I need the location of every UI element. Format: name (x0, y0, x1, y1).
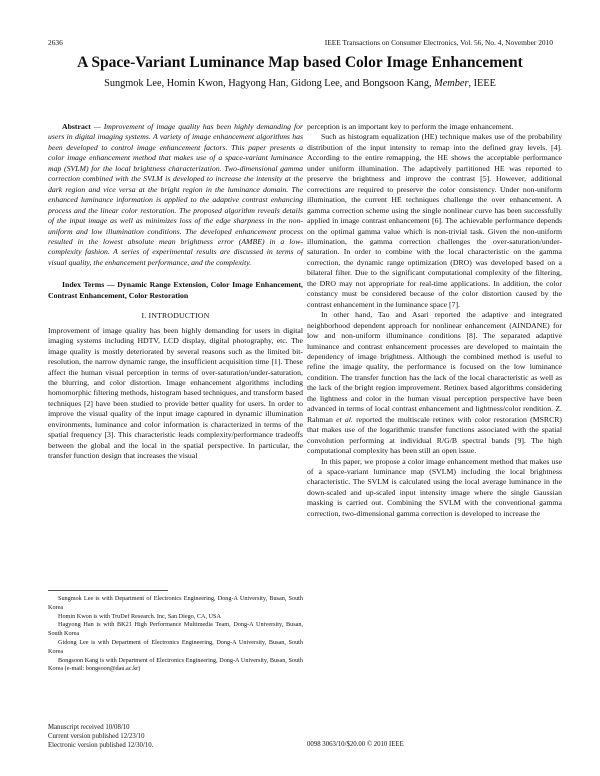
paper-title: A Space-Variant Luminance Map based Color Image Enhancement (77, 54, 523, 71)
right-paragraph-2: Such as histogram equalization (HE) technique makes use of the probability distribution of the input intensity to remap into the defined gray levels. [4]. According to the entire remapping, the HE shows the acceptable performance under uniform illumination. The adaptively partitioned HE was reported to preserve the brightness and improve the contrast [5]. However, additional corrections are required to preserve the color consistency. Under non-uniform illumination, the current HE techniques challenge the over enhancement. A gamma correction scheme using the single nonlinear curve has been successfully applied in image contrast enhancement [6]. The achievable performance depends on the optimal gamma value which is non-trivial task. Given the non-uniform illumination, the gamma correction challenges the over-saturation/under-saturation. In order to combine with the local characteristic on the gamma correction, the dynamic range optimization (DRO) was developed based on a bilateral filter. Due to the significant computational complexity of the filtering, the DRO may not appropriate for real-time applications. In addition, the color constancy must be considered because of the color distortion caused by the contrast enhancement in the luminance space [7]. (307, 132, 562, 309)
index-terms: Index Terms — Dynamic Range Extension, Color Image Enhancement, Contrast Enhancement, Color Restoration (48, 280, 303, 300)
manuscript-info (48, 724, 553, 750)
copyright-notice: 0098 3063/10/$20.00 © 2010 IEEE (307, 741, 404, 748)
abstract-text: — Improvement of image quality has been highly demanding for users in digital imaging systems. A variety of image enhancement algorithms has been developed to control image enhancement factors. This paper presents a color image enhancement method that makes use of a space-variant luminance map (SVLM) for the local brightness characterization. Two-dimensional gamma correction combined with the SVLM is developed to increase the intensity at the dark region and vice versa at the bright region in the luminance domain. The enhanced luminance information is applied to the adaptive contrast enhancing process and the linear color restoration. The proposed algorithm reveals details of the input image as well as minimizes loss of the edge sharpness in the non-uniform and low illumination conditions. The developed enhancement process resulted in the lowest absolute mean brightness error (AMBE) in a low-complexity fashion. A series of experimental results are discussed in terms of visual quality, the enhancement performance, and the complexity. (48, 122, 303, 267)
right-paragraph-3-em: et al. (336, 414, 353, 424)
author-member: Member (434, 78, 469, 89)
footnote-item: Sungmok Lee is with Department of Electronics Engineering, Dong-A University, Busan, South Korea (48, 595, 303, 611)
right-column (307, 122, 562, 519)
running-header (48, 38, 553, 50)
right-paragraph-1: perception is an important key to perform the image enhancement. (307, 122, 514, 131)
footnote-item: Bongsoon Kang is with Department of Electronics Engineering, Dong-A University, Busan, South Korea (e-mail: bongsoon@dau.ac.kr) (48, 656, 303, 673)
abstract-label: Abstract (62, 122, 91, 131)
right-paragraph-3b: reported the multiscale retinex with color restoration (MSRCR) that makes use of the logarithmic transfer functions associated with the spatial convolution performing at individual R/G/B spectral bands [9]. The high computational complexity has been still an open issue. (307, 414, 563, 456)
footnotes (48, 595, 303, 674)
journal-citation: IEEE Transactions on Consumer Electronics, Vol. 56, No. 4, November 2010 (324, 38, 553, 47)
footnote-item: Hagyong Han is with BK21 High Performance Multimedia Team, Dong-A University, Busan, South Korea (48, 621, 303, 638)
footnote-rule (48, 590, 168, 591)
abstract (48, 122, 303, 268)
manuscript-current: Current version published 12/23/10 (48, 732, 145, 740)
manuscript-electronic: Electronic version published 12/30/10. (48, 741, 154, 749)
author-names: Sungmok Lee, Homin Kwon, Hagyong Han, Gidong Lee, and Bongsoon Kang, (104, 78, 432, 89)
footnote-item: Homin Kwon is with TruDef Research. Inc, San Diego, CA, USA (58, 612, 221, 620)
left-column (48, 122, 303, 462)
section-heading-introduction: I. INTRODUCTION (141, 311, 210, 321)
footnote-item: Gidong Lee is with Department of Electronics Engineering, Dong-A University, Busan, South Korea (48, 638, 303, 655)
author-org: , IEEE (468, 78, 496, 89)
right-paragraph-4: In this paper, we propose a color image enhancement method that makes use of a space-variant luminance map (SVLM) including the local brightness characteristic. The SVLM is calculated using the local average luminance in the down-scaled and up-scaled input intensity image where the single Gaussian masking is carried out. Combining the SVLM with the conventional gamma correction, two-dimensional gamma correction is developed to increase the (307, 456, 562, 518)
page-number: 2636 (48, 38, 63, 47)
intro-paragraph-1: Improvement of image quality has been highly demanding for users in digital imaging systems including HDTV, LCD display, digital photography, etc. The image quality is mostly deteriorated by several reasons such as the limited bit-resolution, the narrow dynamic range, the insufficient acquisition time [1]. These affect the human visual perception in terms of over-saturation/under-saturation, the blurring, and color distortion. Image enhancement algorithms including homomorphic filtering methods, histogram based techniques, and transform based techniques [2] have been studied to provide better quality for users. In order to improve the visual quality of the input image captured in dynamic illumination environments, luminance and color information is characterized in terms of the spatial frequency [3]. This characteristic leads complexity/performance tradeoffs between the global and the local in the spatial perspective. In particular, the transfer function design that increases the visual (48, 325, 303, 461)
author-line (0, 78, 600, 89)
right-paragraph-3a: In other hand, Tao and Asari reported the adaptive and integrated neighborhood dependent approach for nonlinear enhancement (AINDANE) for low and non-uniform illuminance conditions [8]. The separated adaptive luminance and contrast enhancement processes are developed to maintain the dependency of image brightness. Although the combined method is useful to refine the image quality, the performance is focused on the low luminance condition. The transfer function has the lack of the local characteristic as well as the lack of the bright region improvement. Retinex based algorithms considering the lightness and color in the human visual perception perspective have been advanced in terms of local contrast enhancement and lightness/color rendition. Z. Rahman (307, 310, 562, 424)
right-paragraph-3 (307, 310, 562, 456)
manuscript-received: Manuscript received 10/08/10 (48, 724, 130, 731)
